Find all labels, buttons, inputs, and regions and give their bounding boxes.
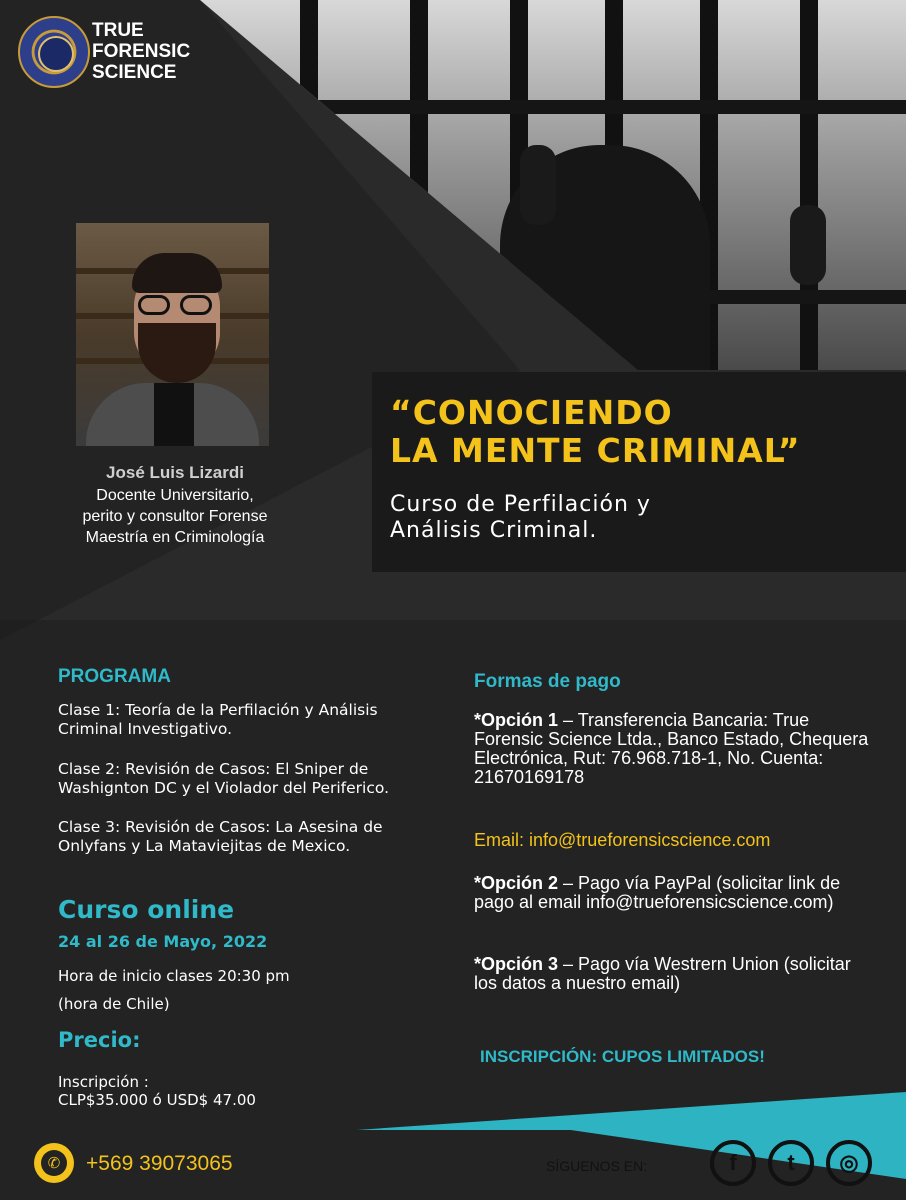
option-text: – Pago vía Westrern Union (solicitar los datos a nuestro email) — [474, 954, 851, 993]
speaker-name: José Luis Lizardi — [106, 463, 244, 482]
class-item: Clase 1: Teoría de la Perfilación y Análisis Criminal Investigativo. — [58, 701, 378, 738]
course-dates: 24 al 26 de Mayo, 2022 — [58, 932, 268, 951]
option-label: *Opción 1 — [474, 710, 559, 730]
course-time — [58, 962, 290, 1018]
twitter-icon[interactable] — [768, 1140, 814, 1186]
payment-option-3 — [474, 955, 874, 993]
bar — [800, 0, 818, 370]
class-item: Clase 2: Revisión de Casos: El Sniper de Washignton DC y el Violador del Periferico. — [58, 760, 389, 797]
instagram-glyph: ◎ — [839, 1150, 859, 1175]
option-label: *Opción 2 — [474, 873, 559, 893]
instagram-icon[interactable] — [826, 1140, 872, 1186]
speaker-role: Maestría en Criminología — [85, 529, 265, 546]
time-line: (hora de Chile) — [58, 995, 170, 1013]
course-subtitle — [390, 492, 651, 544]
speaker-role: Docente Universitario, — [96, 487, 254, 504]
option-text: – Pago vía PayPal (solicitar link de pago al email info@trueforensicscience.com) — [474, 873, 841, 912]
logo — [18, 16, 90, 88]
brand-line: SCIENCE — [92, 62, 177, 83]
speaker-info — [40, 462, 310, 548]
facebook-icon[interactable] — [710, 1140, 756, 1186]
speaker-photo — [76, 223, 269, 446]
course-mode: Curso online — [58, 895, 235, 924]
payment-heading: Formas de pago — [474, 671, 621, 692]
class-item: Clase 3: Revisión de Casos: La Asesina de Onlyfans y La Mataviejitas de Mexico. — [58, 818, 383, 855]
whatsapp-glyph: ✆ — [41, 1150, 67, 1176]
hand-silhouette — [790, 205, 826, 285]
option-label: *Opción 3 — [474, 954, 559, 974]
payment-option-2 — [474, 874, 874, 912]
price-heading: Precio: — [58, 1028, 141, 1052]
price-amount: CLP$35.000 ó USD$ 47.00 — [58, 1091, 256, 1109]
title-line: “CONOCIENDO — [390, 393, 673, 432]
whatsapp-icon[interactable] — [34, 1143, 74, 1183]
facebook-glyph: f — [729, 1150, 737, 1175]
title-line: LA MENTE CRIMINAL” — [390, 431, 801, 470]
program-heading: PROGRAMA — [58, 666, 171, 687]
brand-line: FORENSIC — [92, 41, 191, 62]
payment-option-1 — [474, 711, 874, 787]
speaker-role: perito y consultor Forense — [82, 508, 268, 525]
time-line: Hora de inicio clases 20:30 pm — [58, 967, 290, 985]
subtitle-line: Análisis Criminal. — [390, 518, 598, 543]
limited-spots-notice: INSCRIPCIÓN: CUPOS LIMITADOS! — [480, 1047, 765, 1066]
brand-line: TRUE — [92, 20, 144, 41]
hand-silhouette — [520, 145, 556, 225]
price-label: Inscripción : — [58, 1073, 149, 1091]
option-text: – Transferencia Bancaria: True Forensic Science Ltda., Banco Estado, Chequera Electrónica, Rut: 76.968.718-1, No. Cuenta: 21670169178 — [474, 710, 869, 787]
twitter-glyph: t — [787, 1150, 795, 1175]
subtitle-line: Curso de Perfilación y — [390, 492, 651, 517]
phone-number[interactable]: +569 39073065 — [86, 1152, 233, 1175]
payment-email[interactable]: Email: info@trueforensicscience.com — [474, 830, 771, 850]
follow-label: SÍGUENOS EN: — [546, 1158, 648, 1174]
price-info — [58, 1073, 256, 1109]
course-title — [390, 394, 801, 470]
brand-name — [92, 20, 190, 83]
